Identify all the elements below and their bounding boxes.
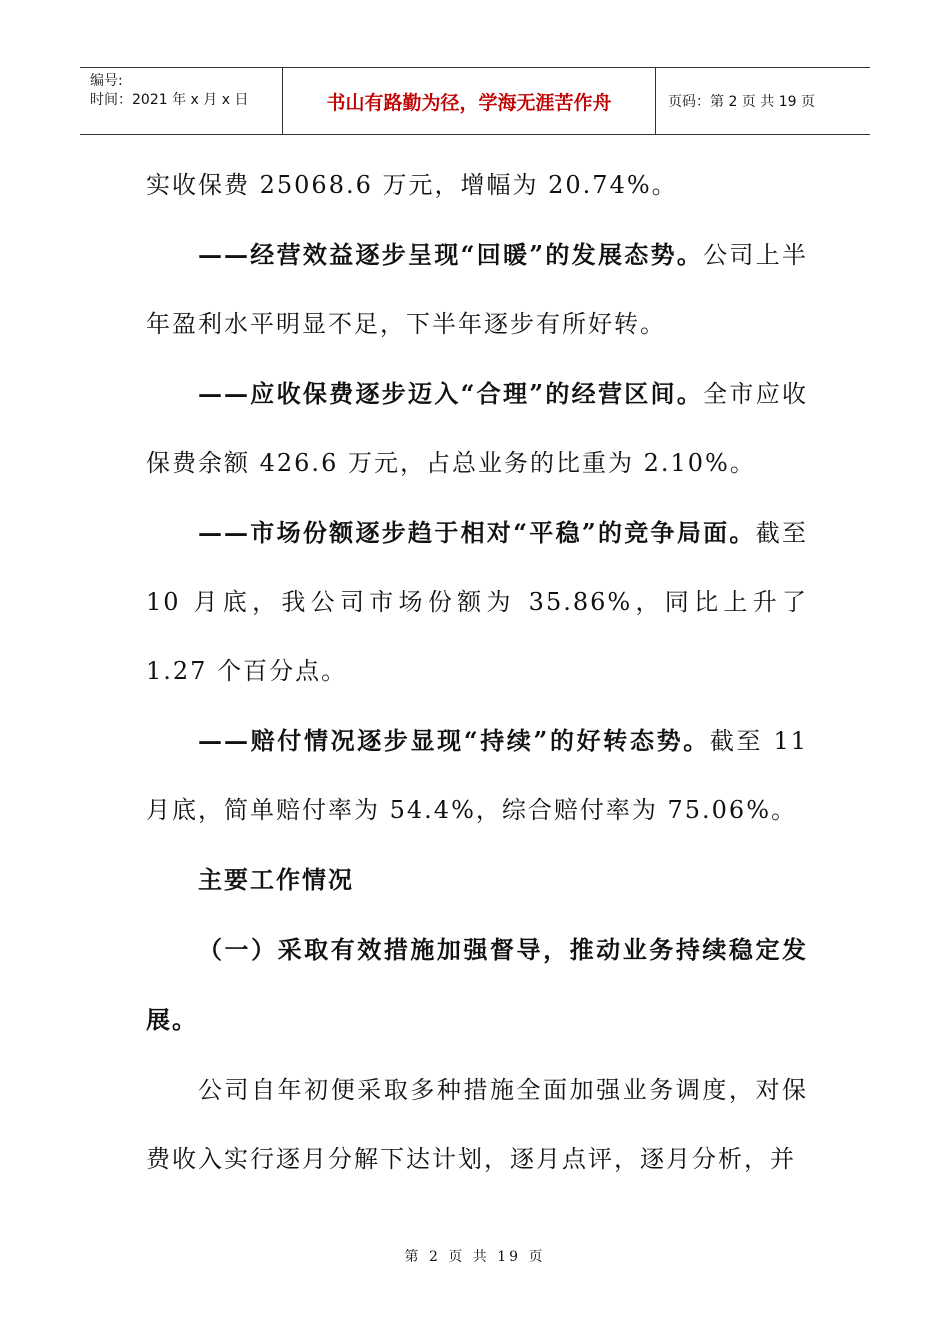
- document-body: [146, 150, 808, 1194]
- paragraph-8: [146, 1055, 808, 1194]
- header-meta: [80, 68, 283, 134]
- paragraph-5: [146, 706, 808, 845]
- paragraph-bold: ——应收保费逐步迈入“合理”的经营区间。: [198, 379, 704, 408]
- header-motto: 书山有路勤为径，学海无涯苦作舟: [283, 68, 656, 134]
- subsection-heading: [146, 915, 808, 1055]
- paragraph-text: 实收保费 25068.6 万元，增幅为 20.74%。: [146, 171, 678, 199]
- document-time-label: 时间：2021 年 x 月 x 日: [90, 92, 249, 108]
- section-heading: [146, 845, 808, 915]
- page-footer: 第 2 页 共 19 页: [404, 1249, 546, 1265]
- paragraph-bold: 主要工作情况: [198, 865, 354, 894]
- paragraph-bold: （一）采取有效措施加强督导，推动业务持续稳定发展。: [146, 935, 808, 1034]
- paragraph-text: 全市应收保费余额 426.6 万元，占总业务的比重为 2.10%。: [146, 380, 809, 477]
- paragraph-text: 截至 11 月底，简单赔付率为 54.4%，综合赔付率为 75.06%。: [146, 727, 808, 824]
- header-page-code: 页码：第 2 页 共 19 页: [668, 94, 815, 110]
- paragraph-text: 公司上半年盈利水平明显不足，下半年逐步有所好转。: [146, 241, 809, 338]
- paragraph-1: [146, 150, 808, 220]
- paragraph-bold: ——赔付情况逐步显现“持续”的好转态势。: [198, 726, 710, 755]
- document-header: [80, 67, 870, 135]
- document-number-label: 编号:: [90, 73, 123, 89]
- paragraph-text: 公司自年初便采取多种措施全面加强业务调度，对保费收入实行逐月分解下达计划，逐月点评，逐月分析，并: [146, 1076, 808, 1173]
- paragraph-bold: ——市场份额逐步趋于相对“平稳”的竞争局面。: [198, 518, 756, 547]
- paragraph-2: [146, 220, 808, 359]
- paragraph-text: 截至 10 月底，我公司市场份额为 35.86%，同比上升了 1.27 个百分点。: [146, 519, 809, 685]
- paragraph-bold: ——经营效益逐步呈现“回暖”的发展态势。: [198, 240, 704, 269]
- paragraph-3: [146, 359, 808, 498]
- paragraph-4: [146, 498, 808, 706]
